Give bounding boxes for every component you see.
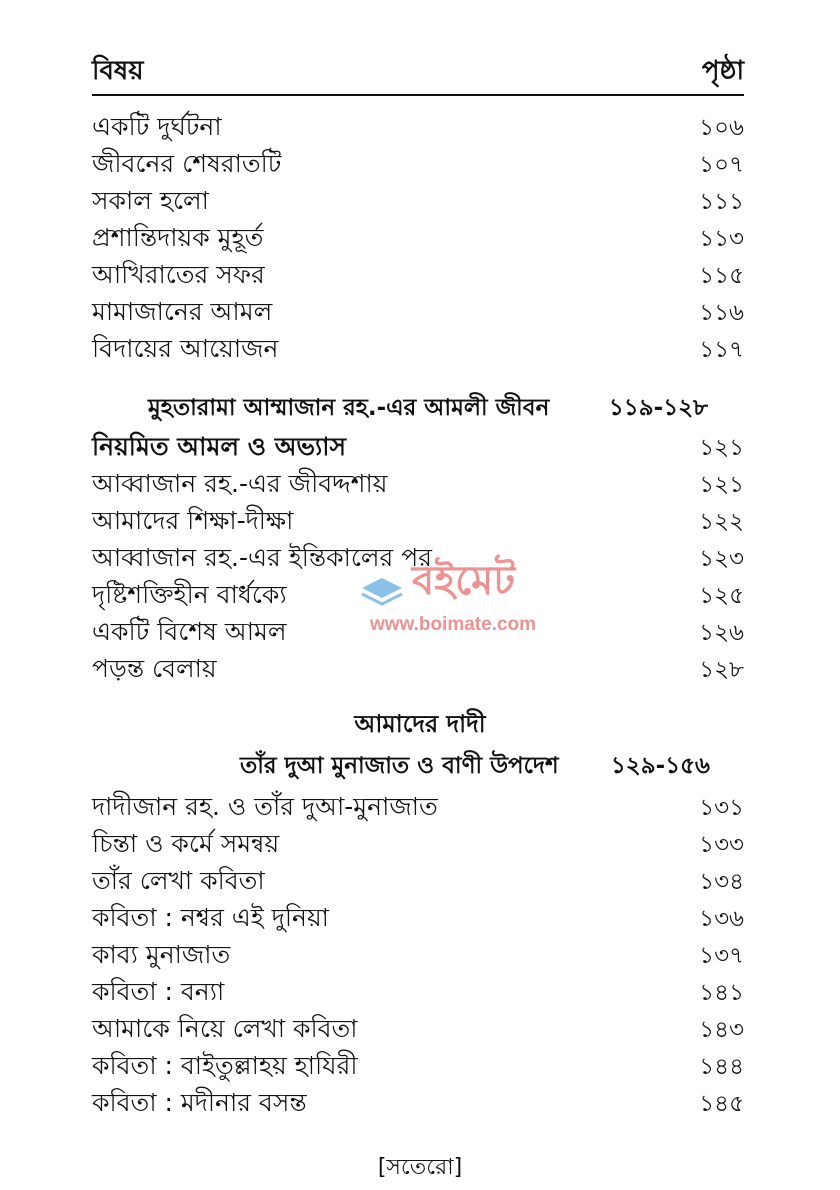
- toc-entry-title: কবিতা : মদীনার বসন্ত: [92, 1087, 307, 1117]
- toc-entry-title: একটি বিশেষ আমল: [92, 616, 287, 646]
- toc-entry-page: ১১১: [699, 188, 744, 215]
- toc-entry-page: ১৩৬: [699, 905, 744, 932]
- toc-entry-page: ১২৬: [699, 619, 744, 646]
- toc-entry: [92, 184, 744, 220]
- boimate-watermark: [358, 548, 548, 642]
- toc-entry-page: ১৩৪: [699, 868, 744, 895]
- toc-entry: [92, 295, 744, 331]
- toc-entry-title: জীবনের শেষরাতটি: [92, 148, 282, 178]
- toc-entry-title: আব্বাজান রহ.-এর ইন্তিকালের পর: [92, 542, 432, 572]
- section-heading-pages: ১১৯-১২৮: [608, 394, 708, 421]
- toc-entry-title: সকাল হলো: [92, 185, 209, 215]
- toc-entry: [92, 332, 744, 368]
- toc-entry-page: ১২৮: [699, 656, 744, 683]
- toc-entry-title: একটি দুর্ঘটনা: [92, 111, 222, 141]
- toc-entry-title: দাদীজান রহ. ও তাঁর দুআ-মুনাজাত: [92, 791, 438, 821]
- toc-entry: [92, 258, 744, 294]
- toc-entry-page: ১২২: [699, 508, 744, 535]
- section-heading-line1: আমাদের দাদী: [354, 710, 486, 738]
- column-header-page: পৃষ্ঠা: [701, 56, 744, 86]
- watermark-word: বইমেট: [412, 558, 516, 604]
- toc-entry-page: ১৪৫: [699, 1090, 744, 1117]
- toc-entry: [92, 901, 744, 937]
- toc-entry-title: কাব্য মুনাজাত: [92, 939, 231, 969]
- toc-entry-page: ১২৩: [699, 545, 744, 572]
- toc-entry: [92, 1012, 744, 1048]
- toc-entry-page: ১২৫: [699, 582, 744, 609]
- toc-entry-title: দৃষ্টিশক্তিহীন বার্ধক্যে: [92, 579, 287, 609]
- toc-entry-page: ১০৬: [699, 114, 744, 141]
- toc-entry-title: আমাদের শিক্ষা-দীক্ষা: [92, 505, 294, 535]
- toc-entry-page: ১১৬: [699, 299, 744, 326]
- toc-entry: [92, 110, 744, 146]
- section-heading-pages: ১২৯-১৫৬: [610, 752, 710, 779]
- toc-entry: [92, 467, 744, 503]
- toc-entry-title: তাঁর লেখা কবিতা: [92, 865, 265, 895]
- toc-entry-page: ১২১: [699, 434, 744, 461]
- section-heading: [240, 748, 710, 784]
- toc-entry: [92, 221, 744, 257]
- toc-entry: [92, 1086, 744, 1122]
- toc-entry-title: কবিতা : নশ্বর এই দুনিয়া: [92, 902, 329, 932]
- toc-entry: [92, 1049, 744, 1085]
- section-heading: [148, 390, 708, 426]
- toc-entry-page: ১১৭: [699, 336, 744, 363]
- toc-entry: [92, 147, 744, 183]
- toc-entry-page: ১০৭: [699, 151, 744, 178]
- toc-entry-title: প্রশান্তিদায়ক মুহূর্ত: [92, 222, 264, 252]
- toc-entry-page: ১৩৩: [699, 831, 744, 858]
- column-header-topic: বিষয়: [92, 56, 144, 86]
- toc-entry-title: বিদায়ের আয়োজন: [92, 333, 279, 363]
- toc-entry-title: পড়ন্ত বেলায়: [92, 653, 217, 683]
- toc-entry: [92, 652, 744, 688]
- toc-entry: [92, 790, 744, 826]
- toc-entry-page: ১১৫: [699, 262, 744, 289]
- toc-entry-title: নিয়মিত আমল ও অভ্যাস: [92, 431, 347, 461]
- section-heading-title: মুহতারামা আম্মাজান রহ.-এর আমলী জীবন: [148, 394, 550, 421]
- toc-entry-title: আব্বাজান রহ.-এর জীবদ্দশায়: [92, 468, 388, 498]
- toc-entry-title: চিন্তা ও কর্মে সমন্বয়: [92, 828, 280, 858]
- toc-entry-title: কবিতা : বাইতুল্লাহয় হাযিরী: [92, 1050, 358, 1080]
- toc-entry: [92, 938, 744, 974]
- toc-entry-title: কবিতা : বন্যা: [92, 976, 225, 1006]
- toc-entry-title: আমাকে নিয়ে লেখা কবিতা: [92, 1013, 358, 1043]
- toc-entry: [92, 864, 744, 900]
- header-divider: [92, 94, 744, 96]
- toc-entry-page: ১৪৪: [699, 1053, 744, 1080]
- toc-entry-page: ১২১: [699, 471, 744, 498]
- toc-entry-page: ১৩১: [699, 794, 744, 821]
- page-number: [সতেরো]: [377, 1155, 463, 1180]
- toc-entry-page: ১৪৩: [699, 1016, 744, 1043]
- book-logo-icon: [358, 548, 548, 610]
- toc-entry: [92, 430, 744, 466]
- watermark-url: www.boimate.com: [369, 614, 537, 635]
- toc-entry: [92, 975, 744, 1011]
- toc-entry-page: ১৩৭: [699, 942, 744, 969]
- section-heading-title: তাঁর দুআ মুনাজাত ও বাণী উপদেশ: [240, 752, 559, 779]
- toc-entry-title: মামাজানের আমল: [92, 296, 273, 326]
- toc-entry-page: ১৪১: [699, 979, 744, 1006]
- toc-entry: [92, 827, 744, 863]
- toc-entry: [92, 504, 744, 540]
- toc-entry-page: ১১৩: [699, 225, 744, 252]
- toc-entry-title: আখিরাতের সফর: [92, 259, 265, 289]
